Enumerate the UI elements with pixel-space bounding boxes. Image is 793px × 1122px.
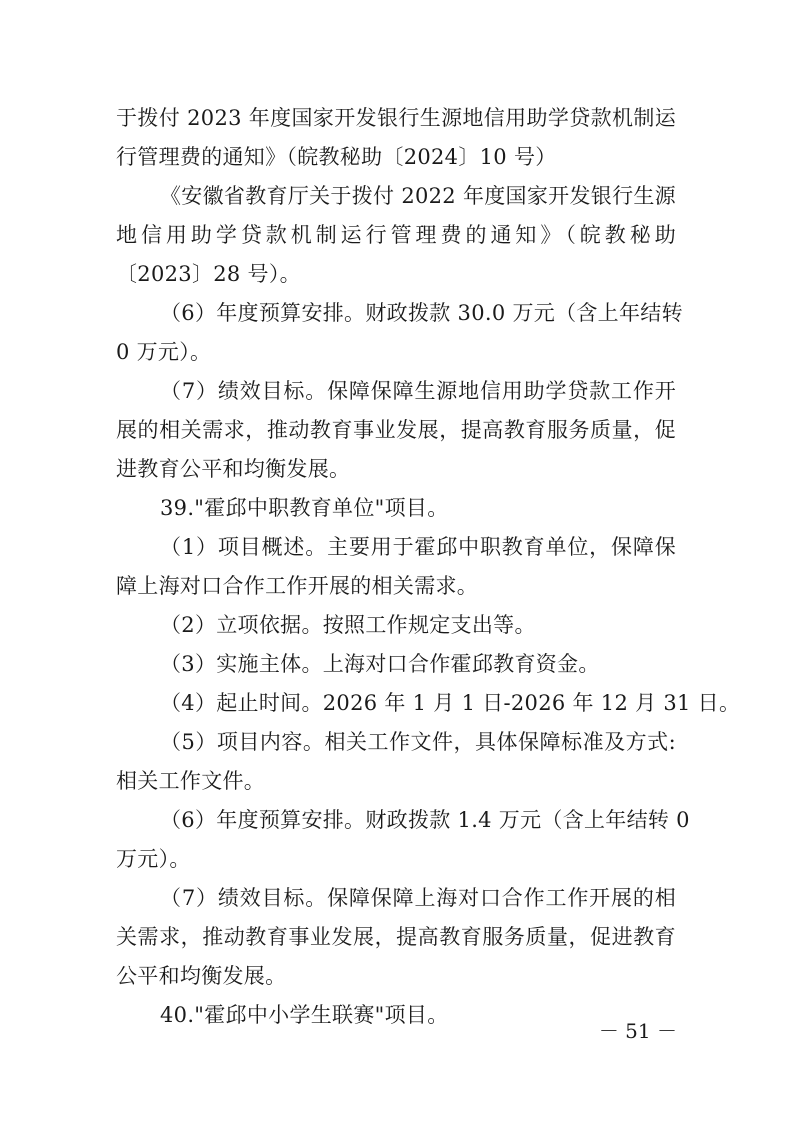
- text-line: 地信用助学贷款机制运行管理费的通知》（皖教秘助: [116, 223, 676, 247]
- text-line: （2）立项依据。按照工作规定支出等。: [160, 613, 536, 637]
- text-line: 〔2023〕28 号）。: [116, 262, 301, 286]
- text-line: （6）年度预算安排。财政拨款 30.0 万元（含上年结转: [160, 301, 683, 325]
- text-line: （4）起止时间。2026 年 1 月 1 日-2026 年 12 月 31 日。: [160, 691, 741, 715]
- text-line: 0 万元）。: [116, 340, 212, 364]
- text-line: 展的相关需求，推动教育事业发展，提高教育服务质量，促: [116, 418, 676, 442]
- text-line: （7）绩效目标。保障保障上海对口合作工作开展的相: [160, 886, 676, 910]
- text-line: 进教育公平和均衡发展。: [116, 457, 351, 481]
- section-heading-39: 39."霍邱中职教育单位"项目。: [160, 496, 449, 520]
- text-line: （3）实施主体。上海对口合作霍邱教育资金。: [160, 652, 600, 676]
- text-line: （5）项目内容。相关工作文件，具体保障标准及方式:: [160, 730, 676, 754]
- text-line: 公平和均衡发展。: [116, 964, 287, 988]
- text-line: （1）项目概述。主要用于霍邱中职教育单位，保障保: [160, 535, 676, 559]
- text-line: 《安徽省教育厅关于拨付 2022 年度国家开发银行生源: [160, 184, 676, 208]
- text-line: 障上海对口合作工作开展的相关需求。: [116, 574, 479, 598]
- text-line: 关需求，推动教育事业发展，提高教育服务质量，促进教育: [116, 925, 676, 949]
- text-line: 行管理费的通知》（皖教秘助〔2024〕10 号）: [116, 145, 557, 169]
- text-line: （7）绩效目标。保障保障生源地信用助学贷款工作开: [160, 379, 676, 403]
- page-number: － 51 －: [598, 1019, 677, 1043]
- text-line: 相关工作文件。: [116, 769, 266, 793]
- text-line: 万元）。: [116, 847, 191, 871]
- text-line: （6）年度预算安排。财政拨款 1.4 万元（含上年结转 0: [160, 808, 690, 832]
- section-heading-40: 40."霍邱中小学生联赛"项目。: [160, 1003, 449, 1027]
- text-line: 于拨付 2023 年度国家开发银行生源地信用助学贷款机制运: [116, 106, 676, 130]
